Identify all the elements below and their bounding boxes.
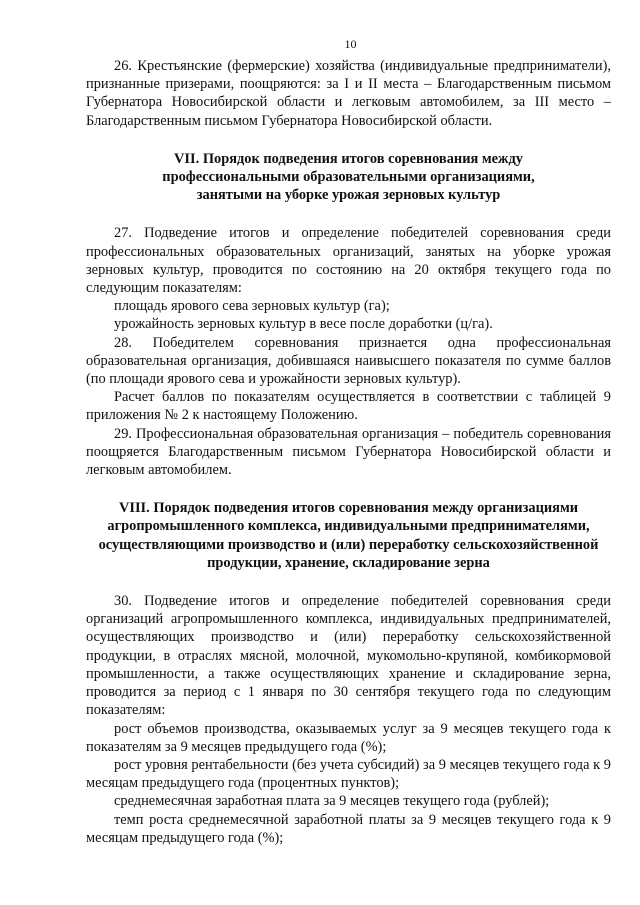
section-heading-viii-line: продукции, хранение, складирование зерна [207,554,490,571]
section-heading-vii [86,150,611,205]
paragraph-29: 29. Профессиональная образовательная организация – победитель соревнования поощряется Благодарственным письмом Губернатора Новосибирской области и легковым автомобилем. [86,425,611,479]
paragraph-27: 27. Подведение итогов и определение победителей соревнования среди профессиональных образовательных организаций, занятых на уборке урожая зерновых культур, проводится по состоянию на 20 октября текущего года по следующим показателям: [86,225,611,297]
section-heading-viii-line: агропромышленного комплекса, индивидуальными предпринимателями, [107,518,590,535]
section-heading-viii [86,499,611,572]
section-heading-vii-line: профессиональными образовательными организациями, [162,169,535,186]
section-heading-vii-line: VII. Порядок подведения итогов соревнования между [174,150,523,167]
indicator-item: рост уровня рентабельности (без учета субсидий) за 9 месяцев текущего года к 9 месяцам предыдущего года (процентных пунктов); [86,756,611,792]
indicator-item: среднемесячная заработная плата за 9 месяцев текущего года (рублей); [114,793,550,810]
paragraph-30: 30. Подведение итогов и определение победителей соревнования среди организаций агропромышленного комплекса, индивидуальных предпринимателей, осуществляющих производство и (или) переработку сельскохозяйственной продукции, в отраслях мясной, молочной, мукомольно-крупяной, комбикормовой промышленности, а также осуществляющих хранение и складирование зерна, проводится за период с 1 января по 30 сентября текущего года по следующим показателям: [86,593,611,719]
paragraph-score-calculation: Расчет баллов по показателям осуществляется в соответствии с таблицей 9 приложения № 2 к настоящему Положению. [86,389,611,424]
indicator-item: урожайность зерновых культур в весе после доработки (ц/га). [114,316,493,333]
indicator-item: рост объемов производства, оказываемых услуг за 9 месяцев текущего года к показателям за 9 месяцев предыдущего года (%); [86,720,611,755]
indicator-item: площадь ярового сева зерновых культур (га); [114,298,390,315]
section-heading-viii-line: осуществляющими производство и (или) переработку сельскохозяйственной [98,536,599,553]
paragraph-26: 26. Крестьянские (фермерские) хозяйства (индивидуальные предприниматели), признанные призерами, поощряются: за I и II места – Благодарственным письмом Губернатора Новосибирской области и легковым автомобилем, за III место – Благодарственным письмом Губернатора Новосибирской области. [86,58,611,129]
indicator-item: темп роста среднемесячной заработной платы за 9 месяцев текущего года к 9 месяцам предыдущего года (%); [86,811,611,846]
section-heading-vii-line: занятыми на уборке урожая зерновых культур [196,187,501,204]
section-heading-viii-line: VIII. Порядок подведения итогов соревнования между организациями [118,500,579,517]
page-number: 10 [344,37,357,51]
paragraph-28: 28. Победителем соревнования признается одна профессиональная образовательная организация, добившаяся наивысшего показателя по сумме баллов (по площади ярового сева и урожайности зерновых культур). [86,334,611,388]
